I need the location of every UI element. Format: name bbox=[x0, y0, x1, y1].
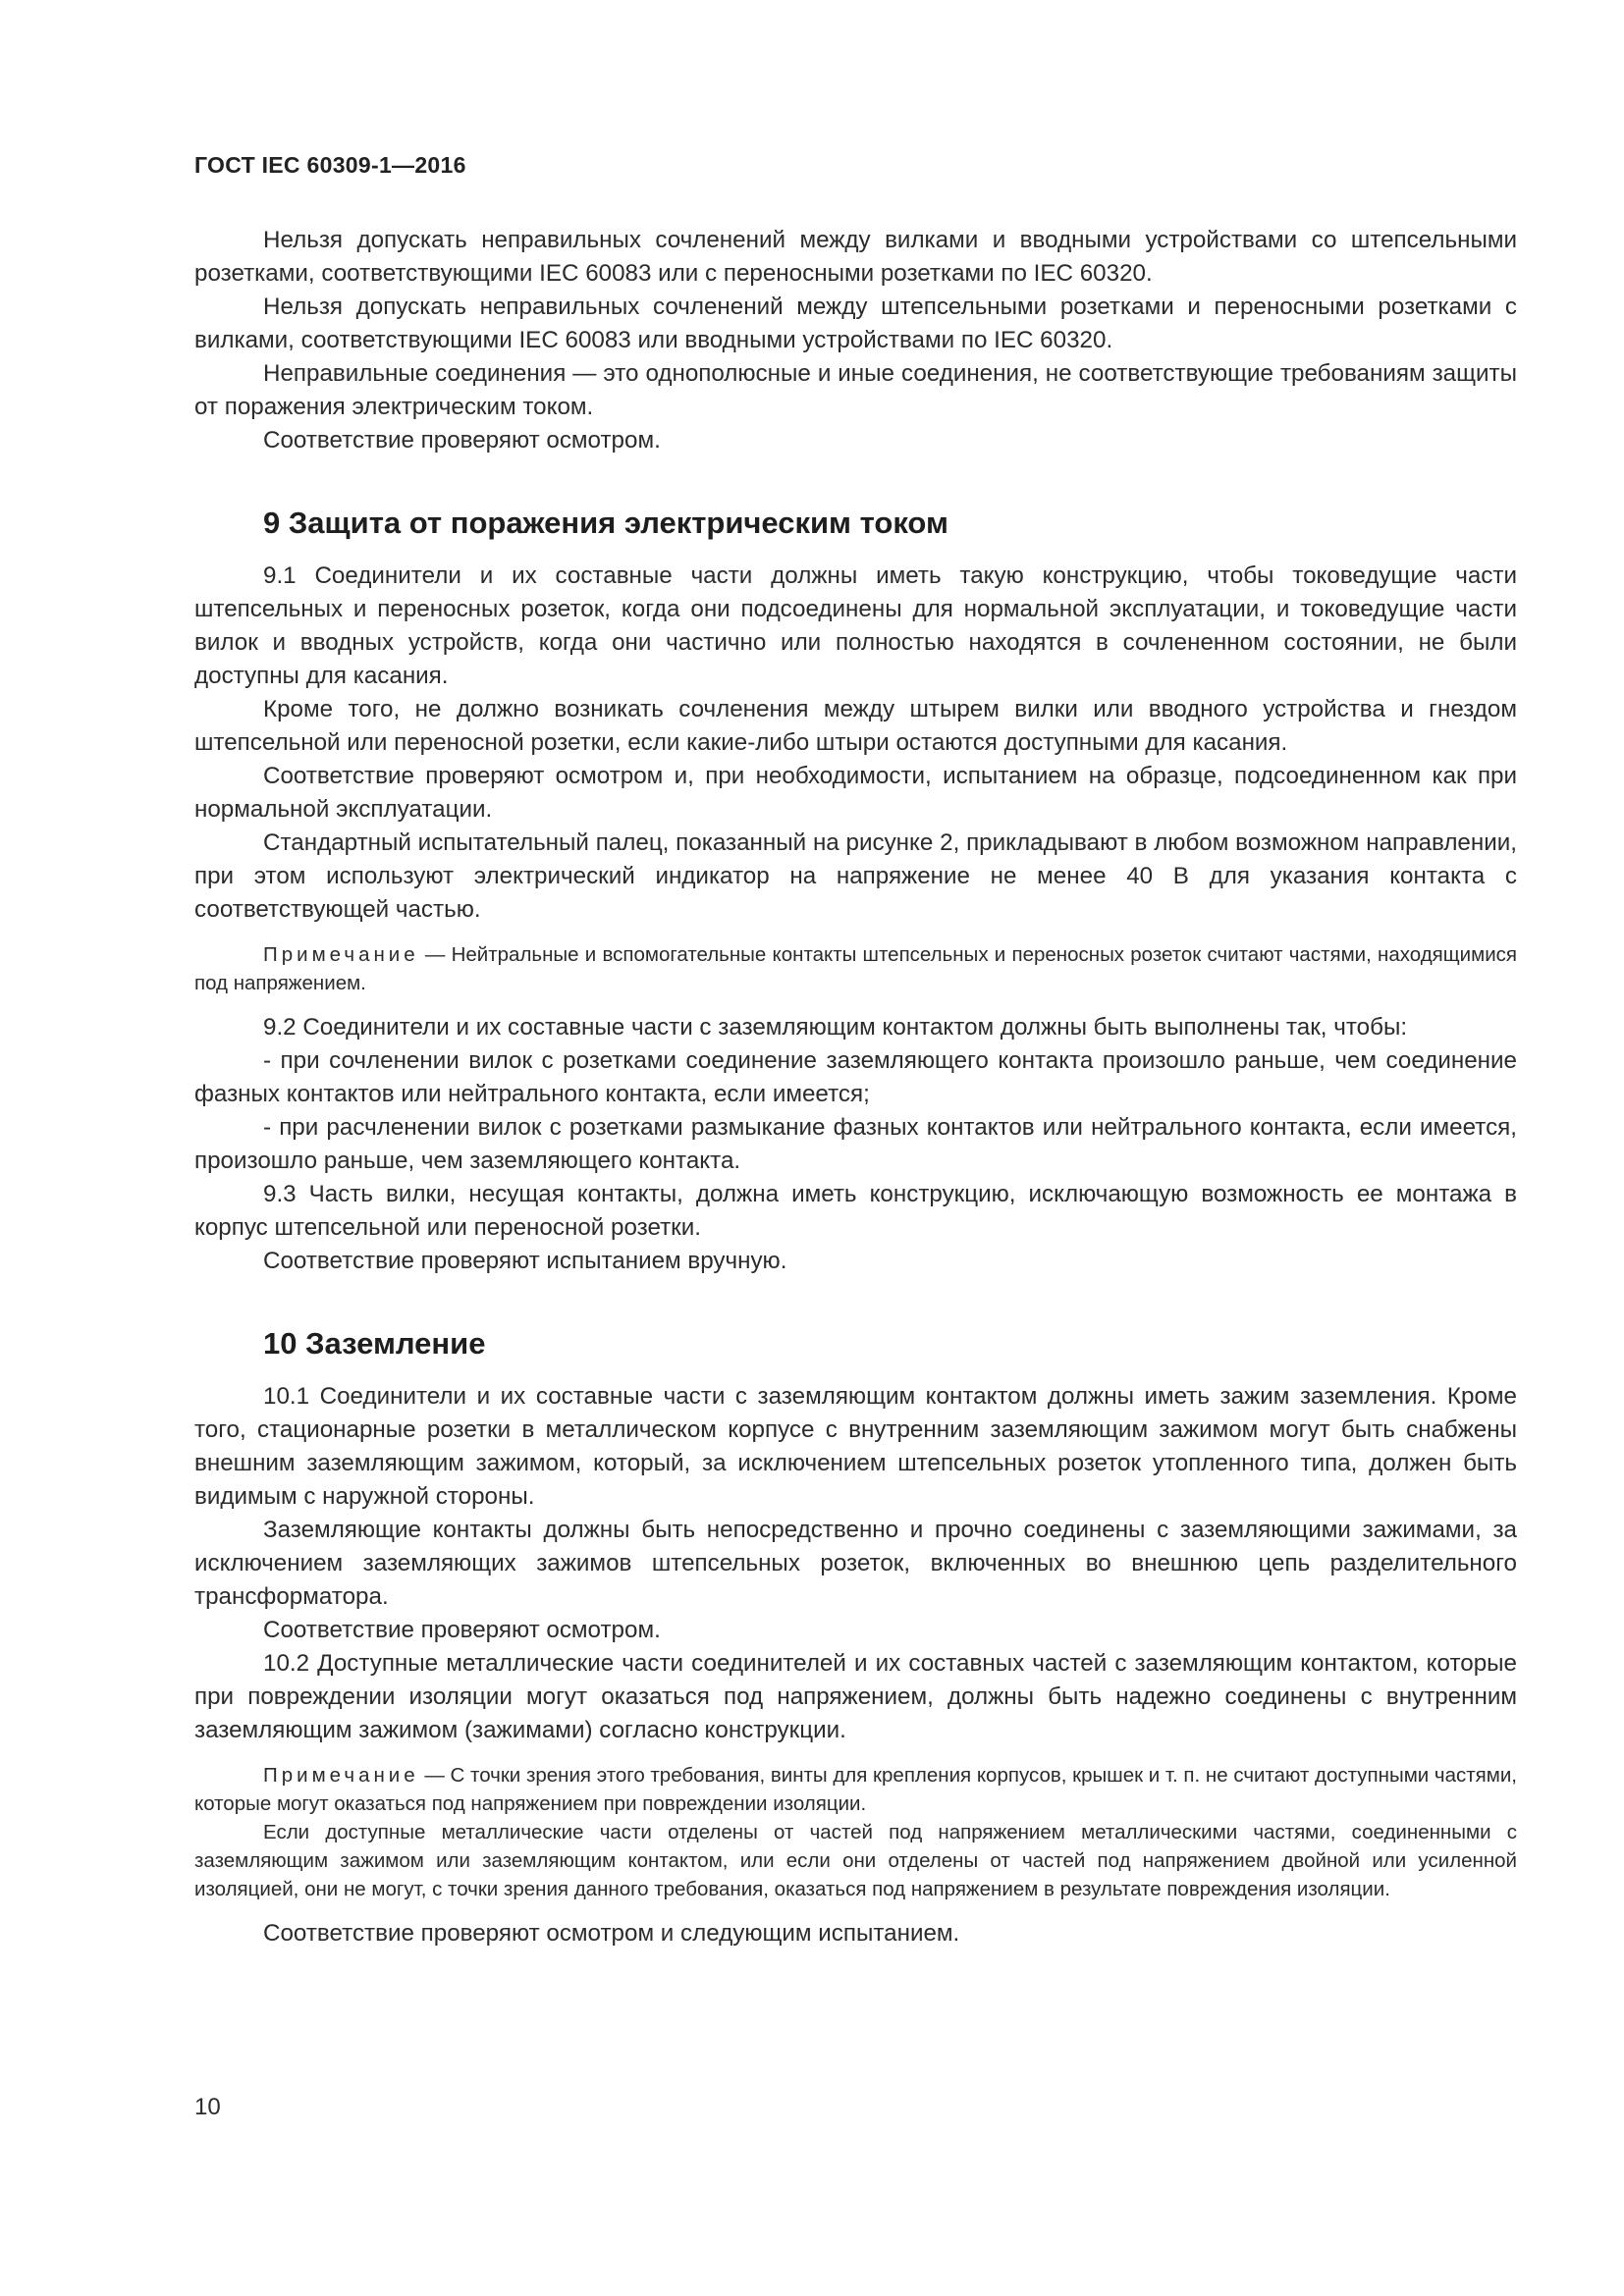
intro-paragraph-3: Неправильные соединения — это однополюсные и иные соединения, не соответствующие требованиям защиты от поражения электрическим током. bbox=[194, 360, 1517, 420]
section-9-paragraph-1: 9.1 Соединители и их составные части должны иметь такую конструкцию, чтобы токоведущие части штепсельных и переносных розеток, когда они подсоединены для нормальной эксплуатации, и токоведущие части вилок и вводных устройств, когда они частично или полностью находятся в сочлененном состоянии, не были доступны для касания. bbox=[194, 562, 1517, 689]
section-9-paragraph-5: 9.2 Соединители и их составные части с заземляющим контактом должны быть выполнены так, чтобы: bbox=[263, 1014, 1408, 1041]
section-9-paragraph-8: 9.3 Часть вилки, несущая контакты, должна иметь конструкцию, исключающую возможность ее монтажа в корпус штепсельной или переносной розетки. bbox=[194, 1181, 1517, 1241]
page-number: 10 bbox=[194, 2094, 221, 2120]
section-10-paragraph-3: Соответствие проверяют осмотром. bbox=[263, 1617, 661, 1643]
note-prefix: Примечание bbox=[263, 943, 419, 966]
section-9-paragraph-2: Кроме того, не должно возникать сочленения между штырем вилки или вводного устройства и гнездом штепсельной или переносной розетки, если какие-либо штыри остаются доступными для касания. bbox=[194, 696, 1517, 756]
section-10-note-continuation: Если доступные металлические части отделены от частей под напряжением металлическими частями, соединенными с заземляющим зажимом или заземляющим контактом, или если они отделены от частей под напряжением двойной или усиленной изоляцией, они не могут, с точки зрения данного требования, оказаться под напряжением в результате повреждения изоляции. bbox=[194, 1821, 1517, 1900]
spacer bbox=[194, 1747, 1517, 1761]
document-code-header: ГОСТ IEC 60309-1—2016 bbox=[194, 152, 466, 178]
note-prefix: Примечание bbox=[263, 1764, 419, 1787]
section-9-heading: 9 Защита от поражения электрическим током bbox=[263, 506, 948, 540]
section-9-paragraph-4: Стандартный испытательный палец, показанный на рисунке 2, прикладывают в любом возможном направлении, при этом используют электрический индикатор на напряжение не менее 40 В для указания контакта с соответствующей частью. bbox=[194, 829, 1517, 923]
section-9-list-item-1: - при сочленении вилок с розетками соединение заземляющего контакта произошло раньше, чем соединение фазных контактов или нейтрального контакта, если имеется; bbox=[194, 1047, 1517, 1107]
spacer bbox=[194, 997, 1517, 1011]
section-10-paragraph-2: Заземляющие контакты должны быть непосредственно и прочно соединены с заземляющими зажимами, за исключением заземляющих зажимов штепсельных розеток, включенных во внешнюю цепь разделительного трансформатора. bbox=[194, 1517, 1517, 1610]
spacer bbox=[194, 927, 1517, 940]
section-10-paragraph-5: Соответствие проверяют осмотром и следующим испытанием. bbox=[263, 1920, 960, 1947]
document-body bbox=[194, 224, 1517, 1950]
note-text: — С точки зрения этого требования, винты для крепления корпусов, крышек и т. п. не считают доступными частями, которые могут оказаться под напряжением при повреждении изоляции. bbox=[194, 1764, 1517, 1815]
spacer bbox=[194, 457, 1517, 505]
document-page bbox=[194, 0, 1517, 2296]
spacer bbox=[194, 542, 1517, 560]
section-10-note bbox=[194, 1761, 1517, 1818]
section-9-paragraph-3: Соответствие проверяют осмотром и, при необходимости, испытанием на образце, подсоединенном как при нормальной эксплуатации. bbox=[194, 763, 1517, 823]
section-10-heading: 10 Заземление bbox=[263, 1326, 486, 1361]
spacer bbox=[194, 1903, 1517, 1917]
intro-paragraph-1: Нельзя допускать неправильных сочленений между вилками и вводными устройствами со штепсельными розетками, соответствующими IEC 60083 или с переносными розетками по IEC 60320. bbox=[194, 227, 1517, 287]
spacer bbox=[194, 1362, 1517, 1380]
note-text: — Нейтральные и вспомогательные контакты штепсельных и переносных розеток считают частями, находящимися под напряжением. bbox=[194, 943, 1517, 994]
section-10-paragraph-4: 10.2 Доступные металлические части соединителей и их составных частей с заземляющим контактом, которые при повреждении изоляции могут оказаться под напряжением, должны быть надежно соединены с внутренним заземляющим зажимом (зажимами) согласно конструкции. bbox=[194, 1650, 1517, 1743]
section-9-list-item-2: - при расчленении вилок с розетками размыкание фазных контактов или нейтрального контакта, если имеется, произошло раньше, чем заземляющего контакта. bbox=[194, 1114, 1517, 1174]
spacer bbox=[194, 1278, 1517, 1325]
section-10-paragraph-1: 10.1 Соединители и их составные части с заземляющим контактом должны иметь зажим заземления. Кроме того, стационарные розетки в металлическом корпусе с внутренним заземляющим зажимом могут быть снабжены внешним заземляющим зажимом, который, за исключением штепсельных розеток утопленного типа, должен быть видимым с наружной стороны. bbox=[194, 1383, 1517, 1510]
intro-paragraph-4: Соответствие проверяют осмотром. bbox=[263, 427, 661, 454]
section-9-paragraph-9: Соответствие проверяют испытанием вручную. bbox=[263, 1248, 787, 1274]
section-9-note bbox=[194, 940, 1517, 997]
intro-paragraph-2: Нельзя допускать неправильных сочленений между штепсельными розетками и переносными розетками с вилками, соответствующими IEC 60083 или вводными устройствами по IEC 60320. bbox=[194, 294, 1517, 353]
